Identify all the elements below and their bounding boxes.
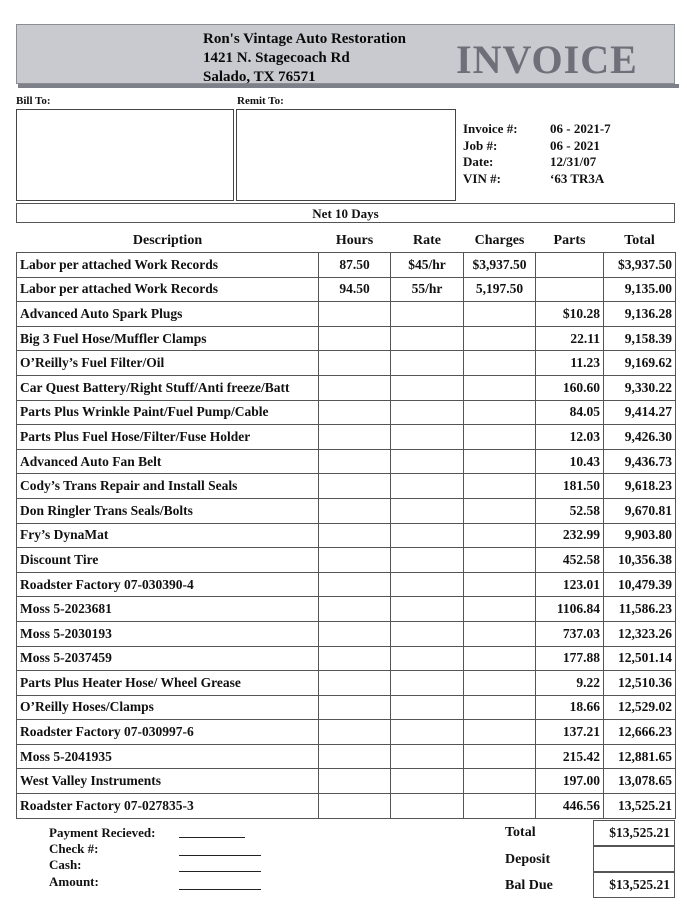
cell-rate: [391, 769, 464, 794]
cell-hours: [319, 375, 391, 400]
cell-hours: [319, 597, 391, 622]
cell-parts: 9.22: [536, 671, 604, 696]
date-value: 12/31/07: [550, 154, 597, 169]
company-city: Salado, TX 76571: [203, 69, 316, 85]
cell-parts: 123.01: [536, 572, 604, 597]
cell-description: Labor per attached Work Records: [17, 277, 319, 302]
table-row: [17, 449, 676, 474]
cell-description: O’Reilly Hoses/Clamps: [17, 695, 319, 720]
cell-hours: [319, 548, 391, 573]
invoice-meta-values: [550, 121, 611, 187]
cell-hours: [319, 572, 391, 597]
cell-description: Parts Plus Heater Hose/ Wheel Grease: [17, 671, 319, 696]
cell-parts: 137.21: [536, 720, 604, 745]
cell-charges: [464, 621, 536, 646]
bal-due-label: Bal Due: [505, 878, 553, 893]
cell-rate: [391, 474, 464, 499]
cell-rate: 55/hr: [391, 277, 464, 302]
cell-charges: $3,937.50: [464, 253, 536, 278]
table-row: [17, 720, 676, 745]
cell-rate: [391, 449, 464, 474]
cell-parts: [536, 277, 604, 302]
cell-parts: [536, 253, 604, 278]
cell-parts: 232.99: [536, 523, 604, 548]
cell-hours: [319, 794, 391, 819]
cell-hours: [319, 425, 391, 450]
cell-hours: [319, 351, 391, 376]
table-row: [17, 326, 676, 351]
table-row: [17, 425, 676, 450]
table-row: [17, 548, 676, 573]
cell-rate: [391, 695, 464, 720]
cell-parts: $10.28: [536, 302, 604, 327]
cell-total: 9,414.27: [604, 400, 676, 425]
cell-charges: [464, 597, 536, 622]
job-number-label: Job #:: [463, 137, 498, 153]
cell-charges: [464, 474, 536, 499]
cell-total: 12,501.14: [604, 646, 676, 671]
document-title: INVOICE: [456, 37, 638, 82]
bill-to-label: Bill To:: [16, 95, 51, 107]
cell-rate: [391, 498, 464, 523]
cell-description: Cody’s Trans Repair and Install Seals: [17, 474, 319, 499]
cell-hours: [319, 498, 391, 523]
invoice-number-value: 06 - 2021-7: [550, 121, 611, 136]
table-row: [17, 646, 676, 671]
cell-hours: [319, 769, 391, 794]
cell-total: 9,136.28: [604, 302, 676, 327]
cell-parts: 84.05: [536, 400, 604, 425]
cell-description: Advanced Auto Fan Belt: [17, 449, 319, 474]
cell-description: Moss 5-2030193: [17, 621, 319, 646]
cell-charges: [464, 400, 536, 425]
cell-hours: [319, 302, 391, 327]
col-header-description: Description: [17, 229, 319, 253]
cell-total: 13,525.21: [604, 794, 676, 819]
cell-parts: 452.58: [536, 548, 604, 573]
cell-rate: [391, 523, 464, 548]
deposit-label: Deposit: [505, 852, 551, 867]
col-header-rate: Rate: [391, 229, 464, 253]
payment-received-label: Payment Recieved:: [49, 825, 156, 840]
cell-parts: 197.00: [536, 769, 604, 794]
cell-description: O’Reilly’s Fuel Filter/Oil: [17, 351, 319, 376]
cell-total: 9,436.73: [604, 449, 676, 474]
cell-total: 9,618.23: [604, 474, 676, 499]
cell-total: 12,666.23: [604, 720, 676, 745]
cell-total: $3,937.50: [604, 253, 676, 278]
cell-description: Roadster Factory 07-030997-6: [17, 720, 319, 745]
table-row: [17, 400, 676, 425]
col-header-total: Total: [604, 229, 676, 253]
cell-rate: [391, 794, 464, 819]
cell-charges: [464, 351, 536, 376]
payment-received-line: [179, 837, 245, 838]
payment-terms: Net 10 Days: [16, 203, 675, 223]
job-number-value: 06 - 2021: [550, 137, 600, 153]
cell-parts: 10.43: [536, 449, 604, 474]
cell-parts: 446.56: [536, 794, 604, 819]
cell-description: Roadster Factory 07-027835-3: [17, 794, 319, 819]
cell-rate: [391, 326, 464, 351]
cash-label: Cash:: [49, 857, 82, 872]
table-row: [17, 375, 676, 400]
col-header-charges: Charges: [464, 229, 536, 253]
deposit-value: [593, 846, 675, 872]
cell-total: 10,479.39: [604, 572, 676, 597]
cell-hours: [319, 449, 391, 474]
cell-parts: 12.03: [536, 425, 604, 450]
date-label: Date:: [463, 154, 494, 169]
company-block: [203, 30, 406, 87]
cell-hours: [319, 720, 391, 745]
total-value: $13,525.21: [593, 820, 675, 846]
cell-rate: [391, 646, 464, 671]
check-line: [179, 855, 261, 856]
cell-charges: [464, 326, 536, 351]
table-row: [17, 351, 676, 376]
cell-rate: [391, 621, 464, 646]
table-row: [17, 302, 676, 327]
cell-description: Big 3 Fuel Hose/Muffler Clamps: [17, 326, 319, 351]
cell-description: Parts Plus Fuel Hose/Filter/Fuse Holder: [17, 425, 319, 450]
table-row: [17, 597, 676, 622]
col-header-parts: Parts: [536, 229, 604, 253]
cell-parts: 215.42: [536, 744, 604, 769]
cell-charges: [464, 523, 536, 548]
cell-charges: [464, 572, 536, 597]
cell-description: West Valley Instruments: [17, 769, 319, 794]
cell-charges: [464, 425, 536, 450]
table-row: [17, 277, 676, 302]
amount-label: Amount:: [49, 874, 99, 889]
cell-hours: [319, 621, 391, 646]
cell-hours: [319, 744, 391, 769]
cell-hours: 87.50: [319, 253, 391, 278]
cell-parts: 11.23: [536, 351, 604, 376]
cell-parts: 18.66: [536, 695, 604, 720]
cell-description: Parts Plus Wrinkle Paint/Fuel Pump/Cable: [17, 400, 319, 425]
cell-description: Moss 5-2023681: [17, 597, 319, 622]
cell-parts: 181.50: [536, 474, 604, 499]
cell-description: Roadster Factory 07-030390-4: [17, 572, 319, 597]
invoice-meta-labels: [463, 121, 518, 187]
cell-total: 9,330.22: [604, 375, 676, 400]
cell-description: Don Ringler Trans Seals/Bolts: [17, 498, 319, 523]
cell-rate: [391, 425, 464, 450]
cell-charges: [464, 744, 536, 769]
cell-rate: $45/hr: [391, 253, 464, 278]
col-header-hours: Hours: [319, 229, 391, 253]
cell-charges: [464, 695, 536, 720]
vin-label: VIN #:: [463, 170, 501, 186]
cell-rate: [391, 744, 464, 769]
cell-total: 9,903.80: [604, 523, 676, 548]
table-row: [17, 769, 676, 794]
table-header-row: [17, 229, 676, 253]
cell-parts: 52.58: [536, 498, 604, 523]
table-row: [17, 474, 676, 499]
cell-rate: [391, 302, 464, 327]
cell-charges: [464, 302, 536, 327]
cell-charges: [464, 498, 536, 523]
cell-charges: [464, 375, 536, 400]
cell-total: 12,510.36: [604, 671, 676, 696]
cell-charges: [464, 720, 536, 745]
cell-rate: [391, 351, 464, 376]
cell-rate: [391, 400, 464, 425]
cell-charges: 5,197.50: [464, 277, 536, 302]
cell-hours: [319, 695, 391, 720]
cell-total: 12,881.65: [604, 744, 676, 769]
cell-hours: [319, 671, 391, 696]
cell-charges: [464, 794, 536, 819]
cell-charges: [464, 646, 536, 671]
total-label: Total: [505, 825, 536, 840]
cell-description: Advanced Auto Spark Plugs: [17, 302, 319, 327]
cell-parts: 1106.84: [536, 597, 604, 622]
check-label: Check #:: [49, 841, 99, 856]
cell-parts: 177.88: [536, 646, 604, 671]
cell-description: Moss 5-2037459: [17, 646, 319, 671]
bal-due-value: $13,525.21: [593, 872, 675, 898]
cell-rate: [391, 548, 464, 573]
table-row: [17, 621, 676, 646]
cell-description: Moss 5-2041935: [17, 744, 319, 769]
remit-to-label: Remit To:: [237, 95, 284, 107]
cell-hours: [319, 474, 391, 499]
cell-total: 9,158.39: [604, 326, 676, 351]
remit-to-box: [236, 109, 456, 201]
company-name: Ron's Vintage Auto Restoration: [203, 31, 406, 47]
cell-total: 9,169.62: [604, 351, 676, 376]
cell-rate: [391, 720, 464, 745]
table-row: [17, 794, 676, 819]
cell-total: 12,323.26: [604, 621, 676, 646]
table-row: [17, 523, 676, 548]
cell-description: Discount Tire: [17, 548, 319, 573]
cell-parts: 737.03: [536, 621, 604, 646]
cell-total: 9,670.81: [604, 498, 676, 523]
cell-total: 11,586.23: [604, 597, 676, 622]
cell-charges: [464, 769, 536, 794]
cell-charges: [464, 449, 536, 474]
table-row: [17, 744, 676, 769]
cell-hours: [319, 646, 391, 671]
table-row: [17, 671, 676, 696]
table-row: [17, 498, 676, 523]
cell-total: 9,426.30: [604, 425, 676, 450]
cell-charges: [464, 548, 536, 573]
cell-total: 10,356.38: [604, 548, 676, 573]
bill-to-box: [16, 109, 234, 201]
cell-hours: 94.50: [319, 277, 391, 302]
company-address: 1421 N. Stagecoach Rd: [203, 50, 350, 66]
cell-description: Labor per attached Work Records: [17, 253, 319, 278]
cell-hours: [319, 326, 391, 351]
cell-rate: [391, 572, 464, 597]
line-items-table: [16, 229, 676, 819]
cell-hours: [319, 400, 391, 425]
cell-total: 13,078.65: [604, 769, 676, 794]
table-row: [17, 572, 676, 597]
table-row: [17, 253, 676, 278]
table-row: [17, 695, 676, 720]
cell-rate: [391, 375, 464, 400]
cell-rate: [391, 597, 464, 622]
cell-total: 9,135.00: [604, 277, 676, 302]
cell-rate: [391, 671, 464, 696]
cell-parts: 22.11: [536, 326, 604, 351]
cell-hours: [319, 523, 391, 548]
cash-line: [179, 871, 261, 872]
invoice-number-label: Invoice #:: [463, 121, 518, 136]
vin-value: ‘63 TR3A: [550, 170, 605, 186]
cell-parts: 160.60: [536, 375, 604, 400]
cell-total: 12,529.02: [604, 695, 676, 720]
cell-charges: [464, 671, 536, 696]
cell-description: Fry’s DynaMat: [17, 523, 319, 548]
amount-line: [179, 889, 261, 890]
cell-description: Car Quest Battery/Right Stuff/Anti freeze/Batt: [17, 375, 319, 400]
